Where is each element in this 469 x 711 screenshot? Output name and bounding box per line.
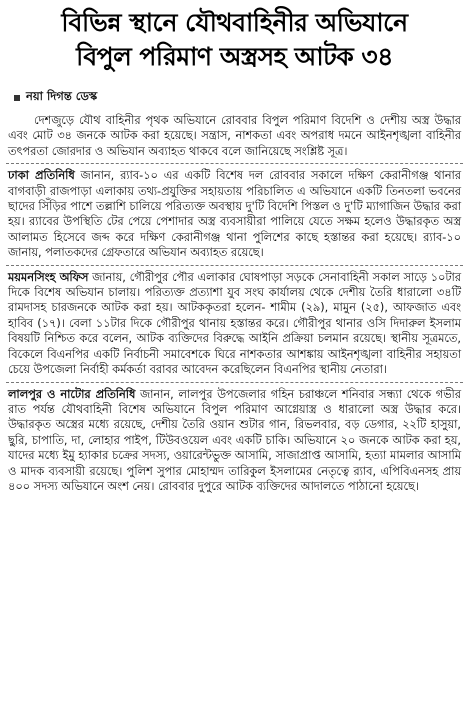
section-body: জানান, র‌্যাব-১০ এর একটি বিশেষ দল রোববার সকালে দক্ষিণ কেরানীগঞ্জ থানার বাগবাড়ী রাজপাড়া এলাকায় তথ্য-প্রযুক্তির সহায়তায় পরিচালিত এ অভিযানে একটি তিনতলা ভবনের ছাদের সিঁড়ির পাশে তল্লাশি চালিয়ে পরিত্যক্ত অবস্থায় দু'টি বিদেশি পিস্তল ও দু'টি ম্যাগাজিন উদ্ধার করা হয়। র‌্যাবের উপস্থিতি টের পেয়ে পেশাদার অস্ত্র ব্যবসায়ীরা পালিয়ে যেতে সক্ষম হলেও উদ্ধারকৃত অস্ত্র আলামত হিসেবে জব্দ করে দক্ষিণ কেরানীগঞ্জ থানা পুলিশের কাছে হস্তান্তর করা হয়েছে। র‌্যাব-১০ জানায়, পলাতকদের গ্রেফতারে অভিযান অব্যাহত রয়েছে। xyxy=(8,169,461,260)
section-body: জানান, লালপুর উপজেলার গহিন চরাঞ্চলে শনিবার সন্ধ্যা থেকে গভীর রাত পর্যন্ত যৌথবাহিনী বিশেষ অভিযানে বিপুল পরিমাণ আগ্নেয়াস্ত্র ও ধারালো অস্ত্র উদ্ধার করে। উদ্ধারকৃত অস্ত্রের মধ্যে রয়েছে, দেশীয় তৈরি ওয়ান শুটার গান, রিভলবার, বড় ডেগার, ২২টি হাসুয়া, ছুরি, চাপাতি, দা, লোহার পাইপ, টিউবওয়েল এবং একটি চাকি। অভিযানে ২০ জনকে আটক করা হয়, যাদের মধ্যে ইমু হ্যাকার চক্রের সদস্য, ওয়ারেন্টভুক্ত আসামি, সাজাপ্রাপ্ত আসামি, হত্যা মামলার আসামি ও মাদক ব্যবসায়ী রয়েছে। পুলিশ সুপার মোহাম্মদ তারিকুল ইসলামের নেতৃত্বে র‌্যাব, এপিবিএনসহ প্রায় ৪০০ সদস্য অভিযানে অংশ নেয়। রোববার দুপুরে আটক ব্যক্তিদের আদালতে পাঠানো হয়েছে। xyxy=(8,387,461,493)
divider xyxy=(6,163,463,164)
section-lalpur-natore xyxy=(6,387,463,495)
section-body: জানায়, গৌরীপুর পৌর এলাকার ঘোষপাড়া সড়কে সেনাবাহিনী সকাল সাড়ে ১০টার দিকে বিশেষ অভিযান চালায়। পরিত্যক্ত প্রত্যাশা যুব সংঘ কার্যালয় থেকে দেশীয় তৈরি ধারালো ৩৪টি রামদাসহ চারজনকে আটক করা হয়। আটককৃতরা হলেন- শামীম (২৯), মামুন (২৫), আফজাত এবং হাবিব (১৭)। বেলা ১১টার দিকে গৌরীপুর থানায় হস্তান্তর করে। গৌরীপুর থানার ওসি দিদারুল ইসলাম বিষয়টি নিশ্চিত করে বলেন, আটক ব্যক্তিদের বিরুদ্ধে আইনি প্রক্রিয়া চলমান রয়েছে। স্থানীয় সূত্রমতে, বিকেলে বিএনপির একটি নির্বাচনী সমাবেশকে ঘিরে নাশকতার আশঙ্কায় আইনশৃঙ্খলা বাহিনীর সহায়তা চেয়ে উপজেলা নির্বাহী কর্মকর্তা বরাবর আবেদন করেছিলেন বিএনপির স্থানীয় নেতারা। xyxy=(8,270,461,377)
divider xyxy=(6,265,463,266)
section-mymensingh xyxy=(6,270,463,378)
byline-text: নয়া দিগন্ত ডেস্ক xyxy=(26,89,98,103)
divider xyxy=(6,382,463,383)
intro-paragraph: দেশজুড়ে যৌথ বাহিনীর পৃথক অভিযানে রোববার বিপুল পরিমাণ বিদেশি ও দেশীয় অস্ত্র উদ্ধার এবং মোট ৩৪ জনকে আটক করা হয়েছে। সন্ত্রাস, নাশকতা এবং অপরাধ দমনে আইনশৃঙ্খলা বাহিনীর তৎপরতা জোরদার ও অভিযান অব্যাহত থাকবে বলে জানিয়েছে সংশ্লিষ্ট সূত্র। xyxy=(8,114,461,158)
section-dhaka xyxy=(6,168,463,260)
section-lead: ঢাকা প্রতিনিধি xyxy=(8,169,75,183)
headline-line-1: বিভিন্ন স্থানে যৌথবাহিনীর অভিযানে xyxy=(61,8,408,37)
bullet-icon xyxy=(14,95,20,101)
section-lead: ময়মনসিংহ অফিস xyxy=(8,270,89,284)
headline xyxy=(6,6,463,74)
section-lead: লালপুর ও নাটোর প্রতিনিধি xyxy=(8,387,136,401)
byline xyxy=(14,88,463,107)
headline-line-2: বিপুল পরিমাণ অস্ত্রসহ আটক ৩৪ xyxy=(76,42,393,71)
